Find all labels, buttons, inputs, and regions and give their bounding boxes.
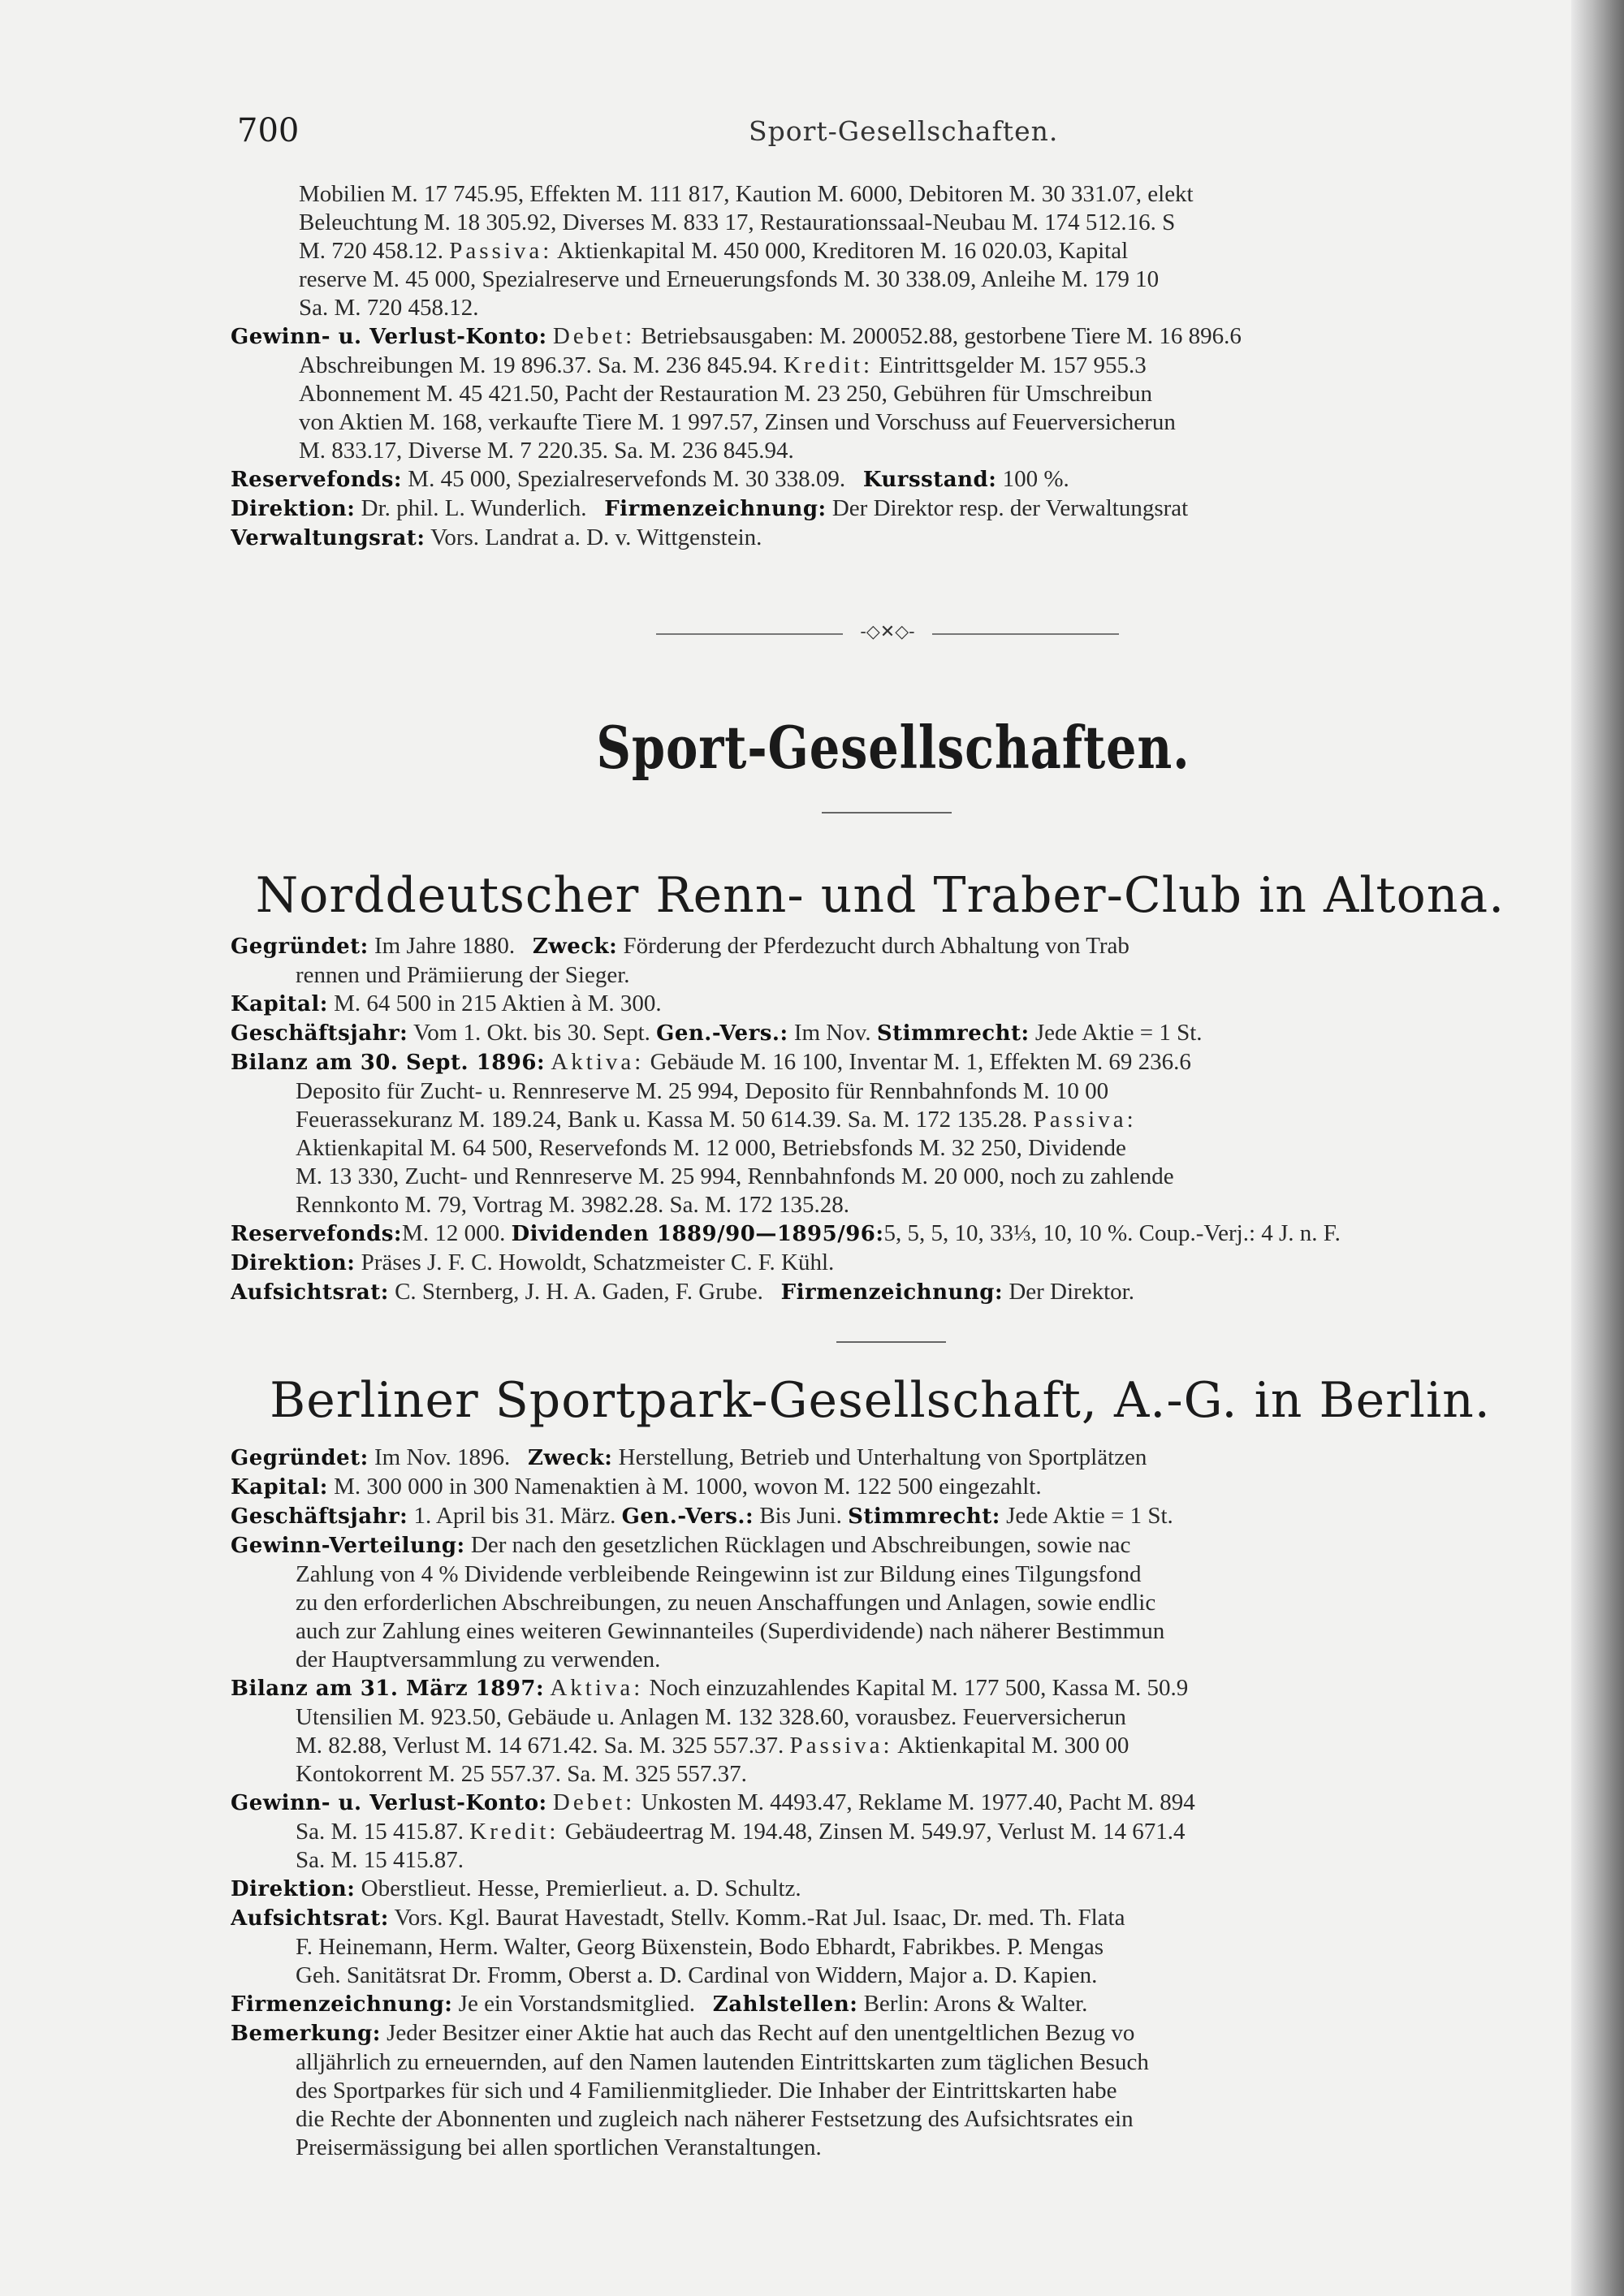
reserve-dividende-line: Reservefonds:M. 12 000. Dividenden 1889/90—1895/96:5, 5, 5, 10, 33⅓, 10, 10 %. Coup.-Verj.: 4 J. n. F. <box>231 1220 1341 1246</box>
gv-konto-line: Gewinn- u. Verlust-Konto: Debet: Unkosten M. 4493.47, Reklame M. 1977.40, Pacht M. 894 <box>231 1789 1195 1815</box>
direktion-line: Direktion: Oberstlieut. Hesse, Premierlieut. a. D. Schultz. <box>231 1875 801 1901</box>
direktion-line: Direktion: Präses J. F. C. Howoldt, Schatzmeister C. F. Kühl. <box>231 1249 835 1275</box>
gv-konto-line: Gewinn- u. Verlust-Konto: Debet: Betriebsausgaben: M. 200052.88, gestorbene Tiere M. 16 896.6 <box>231 323 1242 349</box>
running-head: Sport-Gesellschaften. <box>749 115 1059 147</box>
previous-entry <box>231 180 1530 553</box>
text-line: alljährlich zu erneuernden, auf den Namen lautenden Eintrittskarten zum täglichen Besuch <box>296 2049 1149 2075</box>
text-line: Feuerassekuranz M. 189.24, Bank u. Kassa M. 50 614.39. Sa. M. 172 135.28. Passiva: <box>296 1107 1137 1133</box>
page-number: 700 <box>237 112 300 149</box>
verwaltungsrat-line: Verwaltungsrat: Vors. Landrat a. D. v. Wittgenstein. <box>231 524 762 550</box>
text-line: reserve M. 45 000, Spezialreserve und Erneuerungsfonds M. 30 338.09, Anleihe M. 179 10 <box>299 266 1160 292</box>
title-rule <box>822 812 952 814</box>
text-line: Deposito für Zucht- u. Rennreserve M. 25 994, Deposito für Rennbahnfonds M. 10 00 <box>296 1078 1109 1104</box>
company-title: Norddeutscher Renn- und Traber-Club in Altona. <box>255 867 1505 924</box>
section-title: Sport-Gesellschaften. <box>596 713 1190 782</box>
text-line: Mobilien M. 17 745.95, Effekten M. 111 817, Kaution M. 6000, Debitoren M. 30 331.07, elekt <box>299 181 1194 207</box>
ornamental-divider: -◇✕◇- <box>656 622 1119 646</box>
gegruendet-line: Gegründet: Im Jahre 1880. Zweck: Förderung der Pferdezucht durch Abhaltung von Trab <box>231 933 1129 959</box>
text-line: des Sportparkes für sich und 4 Familienmitglieder. Die Inhaber der Eintrittskarten habe <box>296 2078 1117 2104</box>
text-line: Zahlung von 4 % Dividende verbleibende Reingewinn ist zur Bildung eines Tilgungsfond <box>296 1561 1142 1587</box>
text-line: Utensilien M. 923.50, Gebäude u. Anlagen M. 132 328.60, vorausbez. Feuerversicherun <box>296 1704 1126 1730</box>
text-line: zu den erforderlichen Abschreibungen, zu neuen Anschaffungen und Anlagen, sowie endlic <box>296 1590 1156 1616</box>
company-title: Berliner Sportpark-Gesellschaft, A.-G. in Berlin. <box>270 1372 1491 1429</box>
gewinn-verteilung-line: Gewinn-Verteilung: Der nach den gesetzlichen Rücklagen und Abschreibungen, sowie nac <box>231 1532 1131 1558</box>
text-line: auch zur Zahlung eines weiteren Gewinnanteiles (Superdividende) nach näherer Bestimmun <box>296 1618 1165 1644</box>
text-line: der Hauptversammlung zu verwenden. <box>296 1646 661 1672</box>
entry-rule <box>836 1341 946 1343</box>
bilanz-line: Bilanz am 30. Sept. 1896: Aktiva: Gebäude M. 16 100, Inventar M. 1, Effekten M. 69 236.6 <box>231 1049 1191 1075</box>
text-line: M. 833.17, Diverse M. 7 220.35. Sa. M. 236 845.94. <box>299 438 794 464</box>
kapital-line: Kapital: M. 64 500 in 215 Aktien à M. 300. <box>231 990 662 1016</box>
aufsichtsrat-line: Aufsichtsrat: Vors. Kgl. Baurat Havestadt, Stellv. Komm.-Rat Jul. Isaac, Dr. med. Th. Flata <box>231 1905 1125 1931</box>
text-line: Geh. Sanitätsrat Dr. Fromm, Oberst a. D. Cardinal von Widdern, Major a. D. Kapien. <box>296 1962 1098 1988</box>
text-line: M. 82.88, Verlust M. 14 671.42. Sa. M. 325 557.37. Passiva: Aktienkapital M. 300 00 <box>296 1733 1129 1759</box>
text-line: Aktienkapital M. 64 500, Reservefonds M. 12 000, Betriebsfonds M. 32 250, Dividende <box>296 1135 1126 1161</box>
company-entry-berlin <box>231 1444 1530 2162</box>
kapital-line: Kapital: M. 300 000 in 300 Namenaktien à M. 1000, wovon M. 122 500 eingezahlt. <box>231 1474 1042 1500</box>
bemerkung-line: Bemerkung: Jeder Besitzer einer Aktie hat auch das Recht auf den unentgeltlichen Bezug vo <box>231 2020 1135 2046</box>
geschaeftsjahr-line: Geschäftsjahr: 1. April bis 31. März. Gen.-Vers.: Bis Juni. Stimmrecht: Jede Aktie = 1 St. <box>231 1503 1173 1529</box>
direktion-line: Direktion: Dr. phil. L. Wunderlich. Firmenzeichnung: Der Direktor resp. der Verwaltungsrat <box>231 495 1189 521</box>
aufsichtsrat-line: Aufsichtsrat: C. Sternberg, J. H. A. Gaden, F. Grube. Firmenzeichnung: Der Direktor. <box>231 1279 1134 1305</box>
bilanz-line: Bilanz am 31. März 1897: Aktiva: Noch einzuzahlendes Kapital M. 177 500, Kassa M. 50.9 <box>231 1675 1189 1701</box>
text-line: Preisermässigung bei allen sportlichen Veranstaltungen. <box>296 2134 822 2160</box>
geschaeftsjahr-line: Geschäftsjahr: Vom 1. Okt. bis 30. Sept. Gen.-Vers.: Im Nov. Stimmrecht: Jede Aktie = 1 St. <box>231 1020 1203 1046</box>
text-line: M. 720 458.12. Passiva: Aktienkapital M. 450 000, Kreditoren M. 16 020.03, Kapital <box>299 238 1129 264</box>
reserve-line: Reservefonds: M. 45 000, Spezialreservefonds M. 30 338.09. Kursstand: 100 %. <box>231 466 1069 492</box>
text-line: Rennkonto M. 79, Vortrag M. 3982.28. Sa. M. 172 135.28. <box>296 1192 850 1218</box>
text-line: Sa. M. 720 458.12. <box>299 295 479 321</box>
text-line: Beleuchtung M. 18 305.92, Diverses M. 833 17, Restaurationssaal-Neubau M. 174 512.16. S <box>299 209 1176 235</box>
text-line: Abschreibungen M. 19 896.37. Sa. M. 236 845.94. Kredit: Eintrittsgelder M. 157 955.3 <box>299 352 1147 378</box>
page-edge-shadow <box>1571 0 1624 2296</box>
text-line: F. Heinemann, Herm. Walter, Georg Büxenstein, Bodo Ebhardt, Fabrikbes. P. Mengas <box>296 1934 1104 1960</box>
text-line: Sa. M. 15 415.87. Kredit: Gebäudeertrag M. 194.48, Zinsen M. 549.97, Verlust M. 14 671.4 <box>296 1819 1186 1845</box>
text-line: von Aktien M. 168, verkaufte Tiere M. 1 997.57, Zinsen und Vorschuss auf Feuerversicherun <box>299 409 1176 435</box>
text-line: Kontokorrent M. 25 557.37. Sa. M. 325 557.37. <box>296 1761 747 1787</box>
text-line: die Rechte der Abonnenten und zugleich nach näherer Festsetzung des Aufsichtsrates ein <box>296 2106 1134 2132</box>
text-line: M. 13 330, Zucht- und Rennreserve M. 25 994, Rennbahnfonds M. 20 000, noch zu zahlende <box>296 1163 1174 1189</box>
text-line: rennen und Prämiierung der Sieger. <box>296 962 630 988</box>
text-line: Abonnement M. 45 421.50, Pacht der Restauration M. 23 250, Gebühren für Umschreibun <box>299 381 1153 407</box>
firmenzeichnung-line: Firmenzeichnung: Je ein Vorstandsmitglied. Zahlstellen: Berlin: Arons & Walter. <box>231 1991 1088 2017</box>
company-entry-altona <box>231 932 1530 1307</box>
text-line: Sa. M. 15 415.87. <box>296 1847 464 1873</box>
gegruendet-line: Gegründet: Im Nov. 1896. Zweck: Herstellung, Betrieb und Unterhaltung von Sportplätzen <box>231 1444 1147 1470</box>
